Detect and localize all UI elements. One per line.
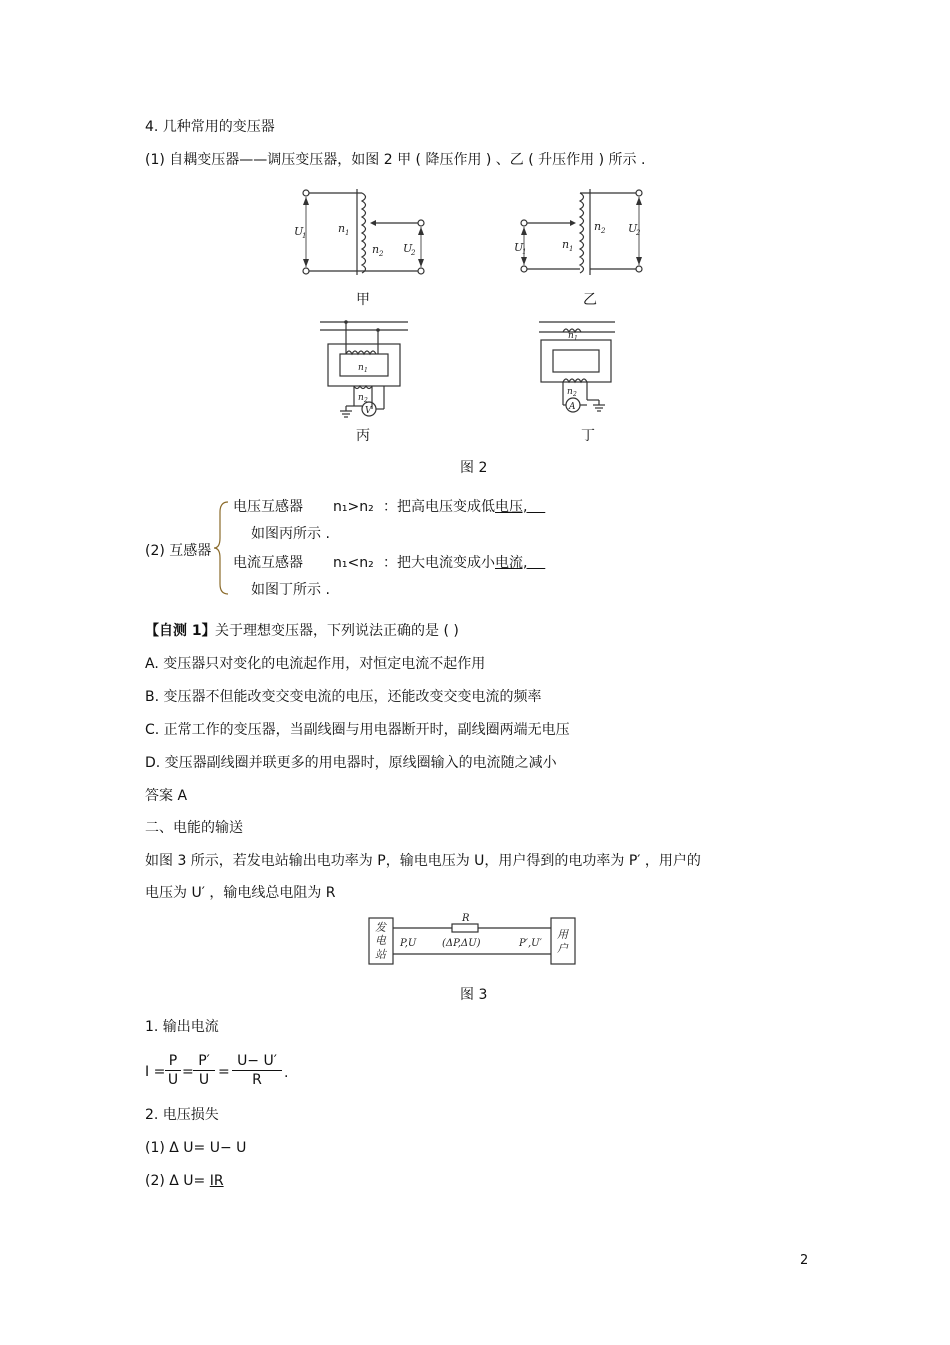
right-label: P′,U′ — [519, 938, 542, 949]
section-2-title: 二、电能的输送 — [145, 820, 243, 836]
formula-period: . — [284, 1065, 289, 1081]
n2-label-bing: n — [358, 393, 364, 403]
mutual-inductor-label: (2) 互感器 — [145, 543, 212, 559]
voltage-loss-2: (2) Δ U= IR — [145, 1173, 224, 1189]
user-char-1: 用 — [557, 928, 568, 941]
ct-description: ：把大电流变成小电流, — [383, 555, 528, 571]
figure-2-ding — [535, 318, 630, 423]
voltmeter-icon: V — [365, 406, 372, 416]
left-label: P,U — [400, 938, 417, 949]
U2-label: U — [403, 242, 413, 255]
selftest-question: 关于理想变压器，下列说法正确的是 ( ) — [215, 623, 459, 639]
paragraph-line-1: 如图 3 所示，若发电站输出电功率为 P，输电电压为 U，用户得到的电功率为 P′ ，用户的 — [145, 853, 701, 869]
svg-text:2: 2 — [601, 227, 606, 235]
svg-text:1: 1 — [569, 245, 574, 253]
U1-label: U — [294, 225, 304, 238]
loss-label: (ΔP,ΔU) — [442, 938, 481, 949]
figure-3-caption: 图 3 — [460, 987, 488, 1003]
n1-label-yi: n — [562, 238, 570, 251]
n1-label: n — [338, 222, 346, 235]
ct-figure-ref: 如图丁所示 . — [251, 582, 330, 598]
n1-label-ding: n — [568, 331, 574, 341]
svg-text:1: 1 — [345, 229, 350, 237]
svg-text:1: 1 — [522, 248, 527, 256]
vt-figure-ref: 如图丙所示 . — [251, 526, 330, 542]
vt-condition: n₁>n₂ — [333, 499, 374, 515]
section-4-title: 4. 几种常用的变压器 — [145, 119, 275, 135]
n2-label: n — [372, 243, 380, 256]
voltage-loss-1: (1) Δ U= U− U — [145, 1140, 247, 1156]
label-ding: 丁 — [581, 428, 595, 444]
vt-description: ：把高电压变成低电压, — [383, 499, 528, 515]
fraction-du-over-r: U− U′ R — [232, 1052, 282, 1089]
formula-lhs: I = — [145, 1064, 166, 1080]
n2-label-yi: n — [594, 220, 602, 233]
label-yi: 乙 — [583, 292, 597, 308]
svg-text:1: 1 — [364, 367, 368, 374]
svg-text:2: 2 — [573, 391, 577, 398]
fraction-p-over-u: P U — [165, 1052, 181, 1089]
figure-2-bing — [318, 318, 413, 423]
svg-text:2: 2 — [411, 249, 416, 257]
figure-2-yi — [510, 185, 660, 285]
ammeter-icon: A — [569, 402, 576, 412]
formula-eq-1: = — [182, 1064, 194, 1080]
autotransformer-line: (1) 自耦变压器——调压变压器，如图 2 甲 ( 降压作用 ) 、乙 ( 升压作用 ) 所示 . — [145, 152, 646, 168]
option-b: B. 变压器不但能改变交变电流的电压，还能改变交变电流的频率 — [145, 689, 542, 705]
n1-label-bing: n — [358, 363, 364, 373]
paragraph-line-2: 电压为 U′ ，输电线总电阻为 R — [145, 885, 336, 901]
station-char-1: 发 — [375, 921, 386, 934]
svg-text:1: 1 — [302, 232, 307, 240]
option-d: D. 变压器副线圈并联更多的用电器时，原线圈输入的电流随之减小 — [145, 755, 557, 771]
resistor-label: R — [462, 913, 470, 924]
svg-text:2: 2 — [364, 397, 368, 404]
option-a: A. 变压器只对变化的电流起作用，对恒定电流不起作用 — [145, 656, 486, 672]
figure-3 — [367, 912, 577, 968]
station-char-2: 电 — [375, 934, 386, 947]
figure-2-caption: 图 2 — [460, 460, 488, 476]
output-current-title: 1. 输出电流 — [145, 1019, 219, 1035]
station-char-3: 站 — [375, 948, 386, 961]
U1-label-yi: U — [514, 241, 524, 254]
brace-icon — [212, 498, 232, 598]
answer: 答案 A — [145, 788, 188, 804]
n2-label-ding: n — [567, 387, 573, 397]
formula-eq-2: = — [218, 1064, 230, 1080]
label-bing: 丙 — [356, 428, 370, 444]
U2-label-yi: U — [628, 222, 638, 235]
label-jia: 甲 — [356, 292, 370, 308]
figure-2-jia — [290, 185, 440, 285]
svg-text:1: 1 — [574, 335, 578, 342]
selftest-tag: 【自测 1】 — [145, 623, 216, 639]
fraction-pprime-over-u: P′ U — [193, 1052, 215, 1089]
user-char-2: 户 — [557, 942, 568, 955]
ct-name: 电流互感器 — [233, 555, 303, 571]
svg-text:2: 2 — [379, 250, 384, 258]
option-c: C. 正常工作的变压器，当副线圈与用电器断开时，副线圈两端无电压 — [145, 722, 570, 738]
ct-condition: n₁<n₂ — [333, 555, 374, 571]
page-number: 2 — [800, 1253, 809, 1268]
vt-name: 电压互感器 — [233, 499, 303, 515]
voltage-loss-title: 2. 电压损失 — [145, 1107, 219, 1123]
svg-text:2: 2 — [636, 229, 641, 237]
